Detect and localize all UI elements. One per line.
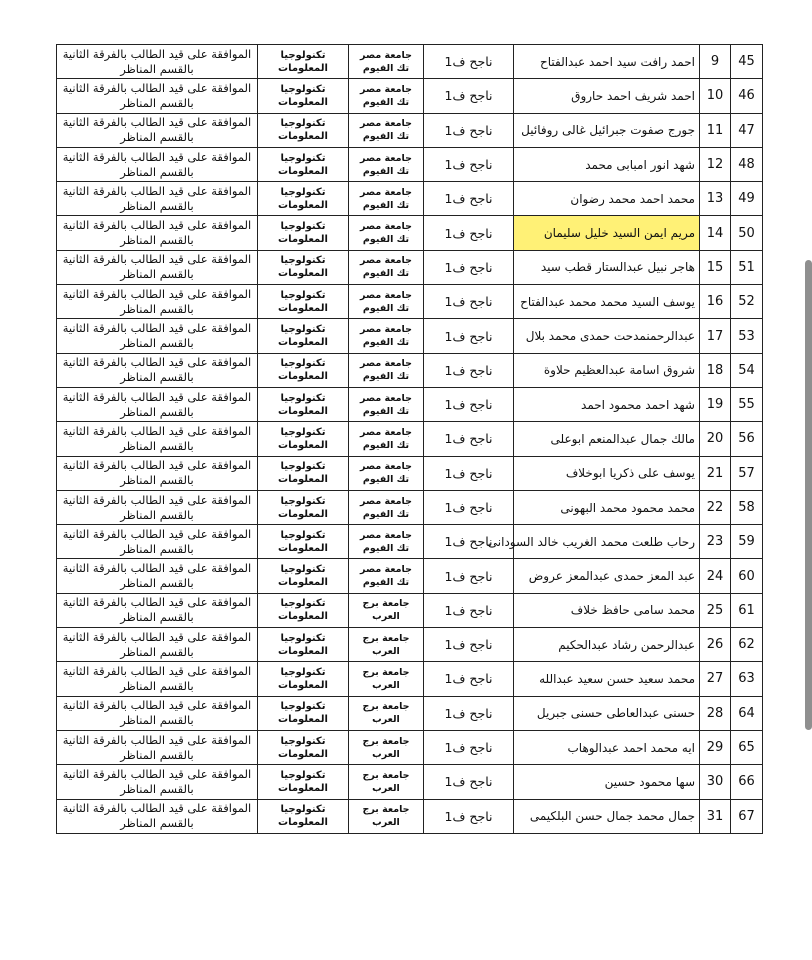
department-cell: تكنولوجيا المعلومات bbox=[258, 45, 349, 79]
roster-body bbox=[57, 45, 763, 834]
department-cell: تكنولوجيا المعلومات bbox=[258, 730, 349, 764]
result-cell: ناجح ف1 bbox=[424, 765, 514, 799]
decision-cell: الموافقة على قيد الطالب بالفرقة الثانية بالقسم المناظر bbox=[57, 147, 258, 181]
result-cell: ناجح ف1 bbox=[424, 113, 514, 147]
table-row bbox=[57, 490, 763, 524]
department-cell: تكنولوجيا المعلومات bbox=[258, 319, 349, 353]
serial-number-cell: 47 bbox=[731, 113, 763, 147]
student-name-cell: احمد شريف احمد حاروق bbox=[514, 79, 700, 113]
row-index-cell: 12 bbox=[700, 147, 731, 181]
result-cell: ناجح ف1 bbox=[424, 250, 514, 284]
decision-cell: الموافقة على قيد الطالب بالفرقة الثانية بالقسم المناظر bbox=[57, 799, 258, 833]
table-row bbox=[57, 250, 763, 284]
student-name-cell: عبدالرحمنمدحت حمدى محمد بلال bbox=[514, 319, 700, 353]
department-cell: تكنولوجيا المعلومات bbox=[258, 765, 349, 799]
serial-number-cell: 45 bbox=[731, 45, 763, 79]
student-name-cell: مريم ايمن السيد خليل سليمان bbox=[514, 216, 700, 250]
row-index-cell: 22 bbox=[700, 490, 731, 524]
department-cell: تكنولوجيا المعلومات bbox=[258, 696, 349, 730]
serial-number-cell: 61 bbox=[731, 593, 763, 627]
student-name-cell: محمد احمد محمد رضوان bbox=[514, 182, 700, 216]
serial-number-cell: 51 bbox=[731, 250, 763, 284]
serial-number-cell: 62 bbox=[731, 628, 763, 662]
row-index-cell: 15 bbox=[700, 250, 731, 284]
row-index-cell: 9 bbox=[700, 45, 731, 79]
student-name-cell: محمد سعيد حسن سعيد عبدالله bbox=[514, 662, 700, 696]
vertical-scrollbar[interactable] bbox=[805, 260, 812, 730]
row-index-cell: 23 bbox=[700, 525, 731, 559]
department-cell: تكنولوجيا المعلومات bbox=[258, 79, 349, 113]
decision-cell: الموافقة على قيد الطالب بالفرقة الثانية بالقسم المناظر bbox=[57, 490, 258, 524]
department-cell: تكنولوجيا المعلومات bbox=[258, 250, 349, 284]
department-cell: تكنولوجيا المعلومات bbox=[258, 353, 349, 387]
university-cell: جامعة مصر تك الفيوم bbox=[349, 147, 424, 181]
decision-cell: الموافقة على قيد الطالب بالفرقة الثانية بالقسم المناظر bbox=[57, 353, 258, 387]
serial-number-cell: 48 bbox=[731, 147, 763, 181]
decision-cell: الموافقة على قيد الطالب بالفرقة الثانية بالقسم المناظر bbox=[57, 525, 258, 559]
student-name-cell: حسنى عبدالعاطى حسنى جبريل bbox=[514, 696, 700, 730]
serial-number-cell: 56 bbox=[731, 422, 763, 456]
table-row bbox=[57, 285, 763, 319]
serial-number-cell: 52 bbox=[731, 285, 763, 319]
result-cell: ناجح ف1 bbox=[424, 79, 514, 113]
result-cell: ناجح ف1 bbox=[424, 45, 514, 79]
row-index-cell: 18 bbox=[700, 353, 731, 387]
row-index-cell: 27 bbox=[700, 662, 731, 696]
university-cell: جامعة مصر تك الفيوم bbox=[349, 353, 424, 387]
decision-cell: الموافقة على قيد الطالب بالفرقة الثانية بالقسم المناظر bbox=[57, 250, 258, 284]
university-cell: جامعة مصر تك الفيوم bbox=[349, 285, 424, 319]
student-name-cell: رحاب طلعت محمد الغريب خالد السودانى bbox=[514, 525, 700, 559]
university-cell: جامعة مصر تك الفيوم bbox=[349, 216, 424, 250]
department-cell: تكنولوجيا المعلومات bbox=[258, 662, 349, 696]
university-cell: جامعة برج العرب bbox=[349, 799, 424, 833]
department-cell: تكنولوجيا المعلومات bbox=[258, 456, 349, 490]
serial-number-cell: 57 bbox=[731, 456, 763, 490]
student-name-cell: مالك جمال عبدالمنعم ابوعلى bbox=[514, 422, 700, 456]
row-index-cell: 14 bbox=[700, 216, 731, 250]
row-index-cell: 13 bbox=[700, 182, 731, 216]
student-name-cell: ايه محمد احمد عبدالوهاب bbox=[514, 730, 700, 764]
student-name-cell: محمد سامى حافظ خلاف bbox=[514, 593, 700, 627]
result-cell: ناجح ف1 bbox=[424, 662, 514, 696]
table-row bbox=[57, 525, 763, 559]
row-index-cell: 16 bbox=[700, 285, 731, 319]
result-cell: ناجح ف1 bbox=[424, 353, 514, 387]
decision-cell: الموافقة على قيد الطالب بالفرقة الثانية بالقسم المناظر bbox=[57, 216, 258, 250]
table-row bbox=[57, 79, 763, 113]
result-cell: ناجح ف1 bbox=[424, 593, 514, 627]
university-cell: جامعة مصر تك الفيوم bbox=[349, 490, 424, 524]
table-row bbox=[57, 182, 763, 216]
student-name-cell: عبد المعز حمدى عبدالمعز عروض bbox=[514, 559, 700, 593]
decision-cell: الموافقة على قيد الطالب بالفرقة الثانية بالقسم المناظر bbox=[57, 319, 258, 353]
university-cell: جامعة مصر تك الفيوم bbox=[349, 559, 424, 593]
decision-cell: الموافقة على قيد الطالب بالفرقة الثانية بالقسم المناظر bbox=[57, 456, 258, 490]
university-cell: جامعة مصر تك الفيوم bbox=[349, 422, 424, 456]
student-roster-table bbox=[56, 44, 763, 834]
serial-number-cell: 50 bbox=[731, 216, 763, 250]
serial-number-cell: 55 bbox=[731, 387, 763, 421]
table-row bbox=[57, 662, 763, 696]
student-name-cell: شهد انور امبابى محمد bbox=[514, 147, 700, 181]
result-cell: ناجح ف1 bbox=[424, 696, 514, 730]
table-row bbox=[57, 593, 763, 627]
decision-cell: الموافقة على قيد الطالب بالفرقة الثانية بالقسم المناظر bbox=[57, 765, 258, 799]
table-row bbox=[57, 45, 763, 79]
result-cell: ناجح ف1 bbox=[424, 182, 514, 216]
result-cell: ناجح ف1 bbox=[424, 525, 514, 559]
result-cell: ناجح ف1 bbox=[424, 422, 514, 456]
decision-cell: الموافقة على قيد الطالب بالفرقة الثانية بالقسم المناظر bbox=[57, 182, 258, 216]
university-cell: جامعة برج العرب bbox=[349, 765, 424, 799]
department-cell: تكنولوجيا المعلومات bbox=[258, 147, 349, 181]
student-name-cell: شهد احمد محمود احمد bbox=[514, 387, 700, 421]
row-index-cell: 29 bbox=[700, 730, 731, 764]
row-index-cell: 17 bbox=[700, 319, 731, 353]
result-cell: ناجح ف1 bbox=[424, 559, 514, 593]
row-index-cell: 31 bbox=[700, 799, 731, 833]
row-index-cell: 30 bbox=[700, 765, 731, 799]
decision-cell: الموافقة على قيد الطالب بالفرقة الثانية بالقسم المناظر bbox=[57, 422, 258, 456]
decision-cell: الموافقة على قيد الطالب بالفرقة الثانية بالقسم المناظر bbox=[57, 696, 258, 730]
department-cell: تكنولوجيا المعلومات bbox=[258, 113, 349, 147]
row-index-cell: 10 bbox=[700, 79, 731, 113]
serial-number-cell: 63 bbox=[731, 662, 763, 696]
decision-cell: الموافقة على قيد الطالب بالفرقة الثانية بالقسم المناظر bbox=[57, 628, 258, 662]
serial-number-cell: 67 bbox=[731, 799, 763, 833]
table-row bbox=[57, 456, 763, 490]
decision-cell: الموافقة على قيد الطالب بالفرقة الثانية بالقسم المناظر bbox=[57, 593, 258, 627]
university-cell: جامعة برج العرب bbox=[349, 730, 424, 764]
result-cell: ناجح ف1 bbox=[424, 319, 514, 353]
department-cell: تكنولوجيا المعلومات bbox=[258, 387, 349, 421]
decision-cell: الموافقة على قيد الطالب بالفرقة الثانية بالقسم المناظر bbox=[57, 559, 258, 593]
table-row bbox=[57, 147, 763, 181]
university-cell: جامعة مصر تك الفيوم bbox=[349, 250, 424, 284]
department-cell: تكنولوجيا المعلومات bbox=[258, 525, 349, 559]
result-cell: ناجح ف1 bbox=[424, 387, 514, 421]
university-cell: جامعة برج العرب bbox=[349, 696, 424, 730]
result-cell: ناجح ف1 bbox=[424, 216, 514, 250]
result-cell: ناجح ف1 bbox=[424, 285, 514, 319]
row-index-cell: 26 bbox=[700, 628, 731, 662]
serial-number-cell: 59 bbox=[731, 525, 763, 559]
student-name-cell: جورج صفوت جبرائيل غالى روفائيل bbox=[514, 113, 700, 147]
university-cell: جامعة مصر تك الفيوم bbox=[349, 456, 424, 490]
result-cell: ناجح ف1 bbox=[424, 456, 514, 490]
student-name-cell: جمال محمد جمال حسن البلكيمى bbox=[514, 799, 700, 833]
department-cell: تكنولوجيا المعلومات bbox=[258, 799, 349, 833]
serial-number-cell: 58 bbox=[731, 490, 763, 524]
table-row bbox=[57, 730, 763, 764]
serial-number-cell: 54 bbox=[731, 353, 763, 387]
result-cell: ناجح ف1 bbox=[424, 147, 514, 181]
student-name-cell: احمد رافت سيد احمد عبدالفتاح bbox=[514, 45, 700, 79]
row-index-cell: 19 bbox=[700, 387, 731, 421]
department-cell: تكنولوجيا المعلومات bbox=[258, 182, 349, 216]
department-cell: تكنولوجيا المعلومات bbox=[258, 559, 349, 593]
department-cell: تكنولوجيا المعلومات bbox=[258, 628, 349, 662]
student-name-cell: يوسف على ذكريا ابوخلاف bbox=[514, 456, 700, 490]
student-name-cell: سها محمود حسين bbox=[514, 765, 700, 799]
serial-number-cell: 53 bbox=[731, 319, 763, 353]
row-index-cell: 11 bbox=[700, 113, 731, 147]
university-cell: جامعة مصر تك الفيوم bbox=[349, 45, 424, 79]
university-cell: جامعة مصر تك الفيوم bbox=[349, 319, 424, 353]
table-row bbox=[57, 628, 763, 662]
decision-cell: الموافقة على قيد الطالب بالفرقة الثانية بالقسم المناظر bbox=[57, 45, 258, 79]
student-name-cell: شروق اسامة عبدالعظيم حلاوة bbox=[514, 353, 700, 387]
university-cell: جامعة مصر تك الفيوم bbox=[349, 113, 424, 147]
student-name-cell: هاجر نبيل عبدالستار قطب سيد bbox=[514, 250, 700, 284]
table-row bbox=[57, 696, 763, 730]
department-cell: تكنولوجيا المعلومات bbox=[258, 216, 349, 250]
department-cell: تكنولوجيا المعلومات bbox=[258, 593, 349, 627]
table-row bbox=[57, 113, 763, 147]
table-row bbox=[57, 319, 763, 353]
decision-cell: الموافقة على قيد الطالب بالفرقة الثانية بالقسم المناظر bbox=[57, 79, 258, 113]
row-index-cell: 21 bbox=[700, 456, 731, 490]
university-cell: جامعة مصر تك الفيوم bbox=[349, 387, 424, 421]
department-cell: تكنولوجيا المعلومات bbox=[258, 422, 349, 456]
serial-number-cell: 46 bbox=[731, 79, 763, 113]
table-row bbox=[57, 422, 763, 456]
decision-cell: الموافقة على قيد الطالب بالفرقة الثانية بالقسم المناظر bbox=[57, 285, 258, 319]
serial-number-cell: 65 bbox=[731, 730, 763, 764]
university-cell: جامعة مصر تك الفيوم bbox=[349, 525, 424, 559]
result-cell: ناجح ف1 bbox=[424, 730, 514, 764]
result-cell: ناجح ف1 bbox=[424, 490, 514, 524]
student-name-cell: عبدالرحمن رشاد عبدالحكيم bbox=[514, 628, 700, 662]
department-cell: تكنولوجيا المعلومات bbox=[258, 285, 349, 319]
student-name-cell: محمد محمود محمد البهونى bbox=[514, 490, 700, 524]
department-cell: تكنولوجيا المعلومات bbox=[258, 490, 349, 524]
row-index-cell: 25 bbox=[700, 593, 731, 627]
row-index-cell: 24 bbox=[700, 559, 731, 593]
decision-cell: الموافقة على قيد الطالب بالفرقة الثانية بالقسم المناظر bbox=[57, 730, 258, 764]
row-index-cell: 28 bbox=[700, 696, 731, 730]
university-cell: جامعة برج العرب bbox=[349, 628, 424, 662]
university-cell: جامعة برج العرب bbox=[349, 662, 424, 696]
table-row bbox=[57, 559, 763, 593]
serial-number-cell: 49 bbox=[731, 182, 763, 216]
table-row bbox=[57, 353, 763, 387]
decision-cell: الموافقة على قيد الطالب بالفرقة الثانية بالقسم المناظر bbox=[57, 113, 258, 147]
serial-number-cell: 64 bbox=[731, 696, 763, 730]
serial-number-cell: 66 bbox=[731, 765, 763, 799]
row-index-cell: 20 bbox=[700, 422, 731, 456]
decision-cell: الموافقة على قيد الطالب بالفرقة الثانية بالقسم المناظر bbox=[57, 387, 258, 421]
student-name-cell: يوسف السيد محمد محمد عبدالفتاح bbox=[514, 285, 700, 319]
decision-cell: الموافقة على قيد الطالب بالفرقة الثانية بالقسم المناظر bbox=[57, 662, 258, 696]
result-cell: ناجح ف1 bbox=[424, 628, 514, 662]
table-row bbox=[57, 387, 763, 421]
table-row bbox=[57, 216, 763, 250]
university-cell: جامعة مصر تك الفيوم bbox=[349, 182, 424, 216]
table-row bbox=[57, 799, 763, 833]
university-cell: جامعة برج العرب bbox=[349, 593, 424, 627]
table-row bbox=[57, 765, 763, 799]
result-cell: ناجح ف1 bbox=[424, 799, 514, 833]
university-cell: جامعة مصر تك الفيوم bbox=[349, 79, 424, 113]
serial-number-cell: 60 bbox=[731, 559, 763, 593]
